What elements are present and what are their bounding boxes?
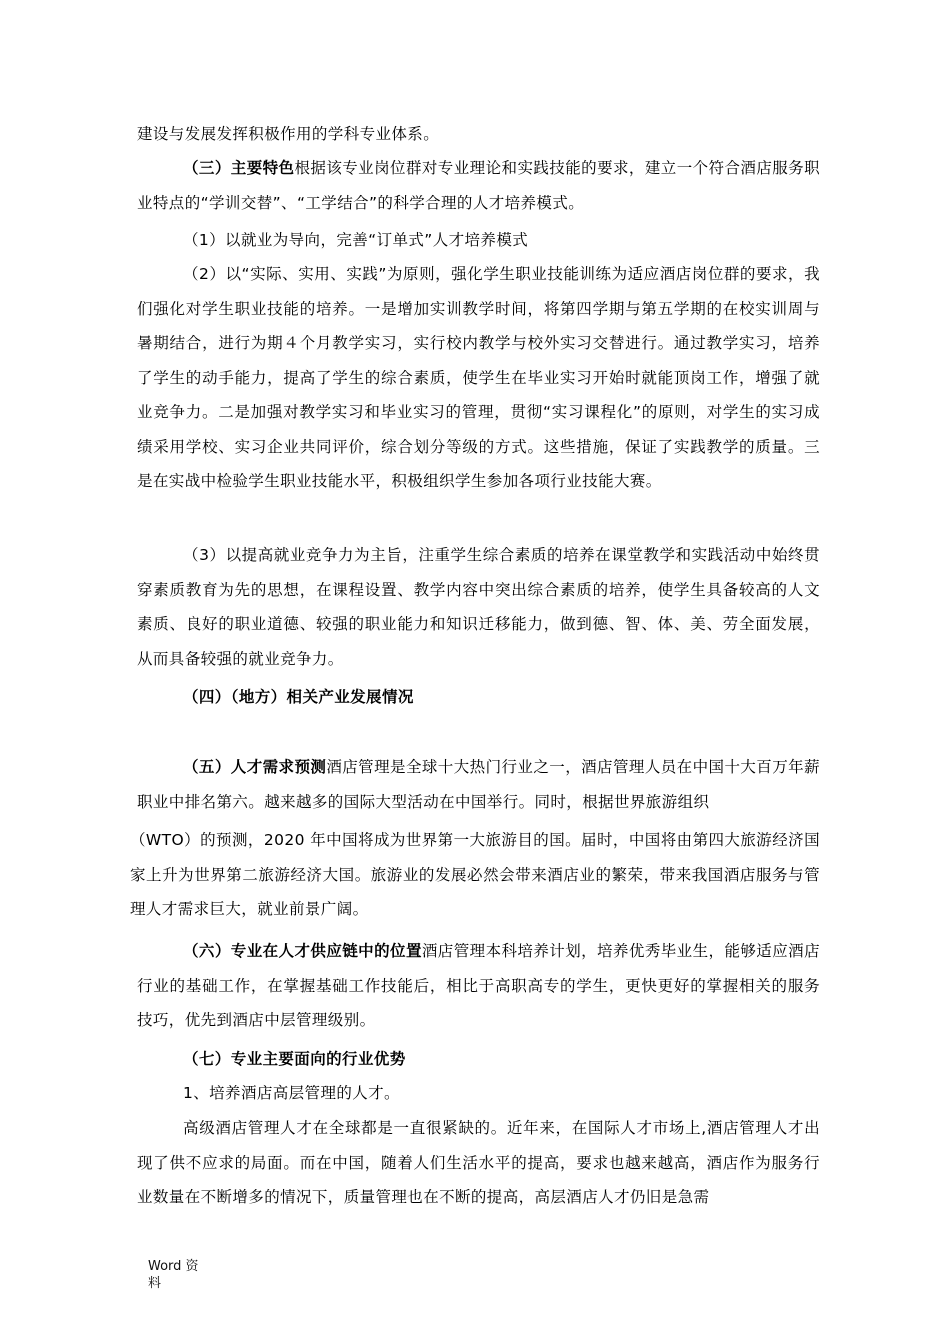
paragraph-senior-talent: 高级酒店管理人才在全球都是一直很紧缺的。近年来，在国际人才市场上,酒店管理人才出现了供不应求的局面。而在中国，随着人们生活水平的提高，要求也越来越高，酒店作为服务行业数量在不断增多的情况下，质量管理也在不断的提高，高层酒店人才仍旧是急需 [137,1119,820,1206]
paragraph-point-3: （3）以提高就业竞争力为主旨，注重学生综合素质的培养在课堂教学和实践活动中始终贯穿素质教育为先的思想，在课程设置、教学内容中突出综合素质的培养，使学生具备较高的人文素质、良好的职业道德、较强的职业能力和知识迁移能力，做到德、智、体、美、劳全面发展，从而具备较强的就业竞争力。 [137,546,820,668]
paragraph-wto: （WTO）的预测，2020 年中国将成为世界第一大旅游目的国。届时，中国将由第四大旅游经济国家上升为世界第二旅游经济大国。旅游业的发展必然会带来酒店业的繁荣，带来我国酒店服务与管理人才需求巨大，就业前景广阔。 [130,831,820,918]
heading-talent-demand: （五）人才需求预测 [183,758,327,776]
page-footer [148,1258,199,1292]
paragraph-point-2: （2）以“实际、实用、实践”为原则，强化学生职业技能训练为适应酒店岗位群的要求，我们强化对学生职业技能的培养。一是增加实训教学时间，将第四学期与第五学期的在校实训周与暑期结合，进行为期４个月教学实习，实行校内教学与校外实习交替进行。通过教学实习，培养了学生的动手能力，提高了学生的综合素质，使学生在毕业实习开始时就能顶岗工作，增强了就业竞争力。二是加强对教学实习和毕业实习的管理，贯彻“实习课程化”的原则，对学生的实习成绩采用学校、实习企业共同评价，综合划分等级的方式。这些措施，保证了实践教学的质量。三是在实战中检验学生职业技能水平，积极组织学生参加各项行业技能大赛。 [137,265,820,490]
footer-line-1: Word 资 [148,1259,199,1274]
heading-industry-development: （四）（地方）相关产业发展情况 [183,688,414,706]
paragraph-advantage-1: 1、培养酒店高层管理的人才。 [183,1084,400,1102]
paragraph-1: 建设与发展发挥积极作用的学科专业体系。 [137,125,440,143]
heading-supply-chain: （六）专业在人才供应链中的位置 [183,942,422,960]
heading-industry-advantage: （七）专业主要面向的行业优势 [183,1050,406,1068]
paragraph-point-1: （1）以就业为导向，完善“订单式”人才培养模式 [183,231,529,249]
paragraph-main-features: （三）主要特色根据该专业岗位群对专业理论和实践技能的要求，建立一个符合酒店服务职业特点的“学训交替”、“工学结合”的科学合理的人才培养模式。 [137,159,820,212]
heading-main-features: （三）主要特色 [183,159,295,177]
paragraph-supply-chain: （六）专业在人才供应链中的位置酒店管理本科培养计划，培养优秀毕业生，能够适应酒店行业的基础工作，在掌握基础工作技能后，相比于高职高专的学生，更快更好的掌握相关的服务技巧，优先到酒店中层管理级别。 [137,942,820,1029]
paragraph-talent-demand: （五）人才需求预测酒店管理是全球十大热门行业之一，酒店管理人员在中国十大百万年薪职业中排名第六。越来越多的国际大型活动在中国举行。同时，根据世界旅游组织 [137,758,820,811]
footer-line-2: 料 [148,1276,162,1291]
